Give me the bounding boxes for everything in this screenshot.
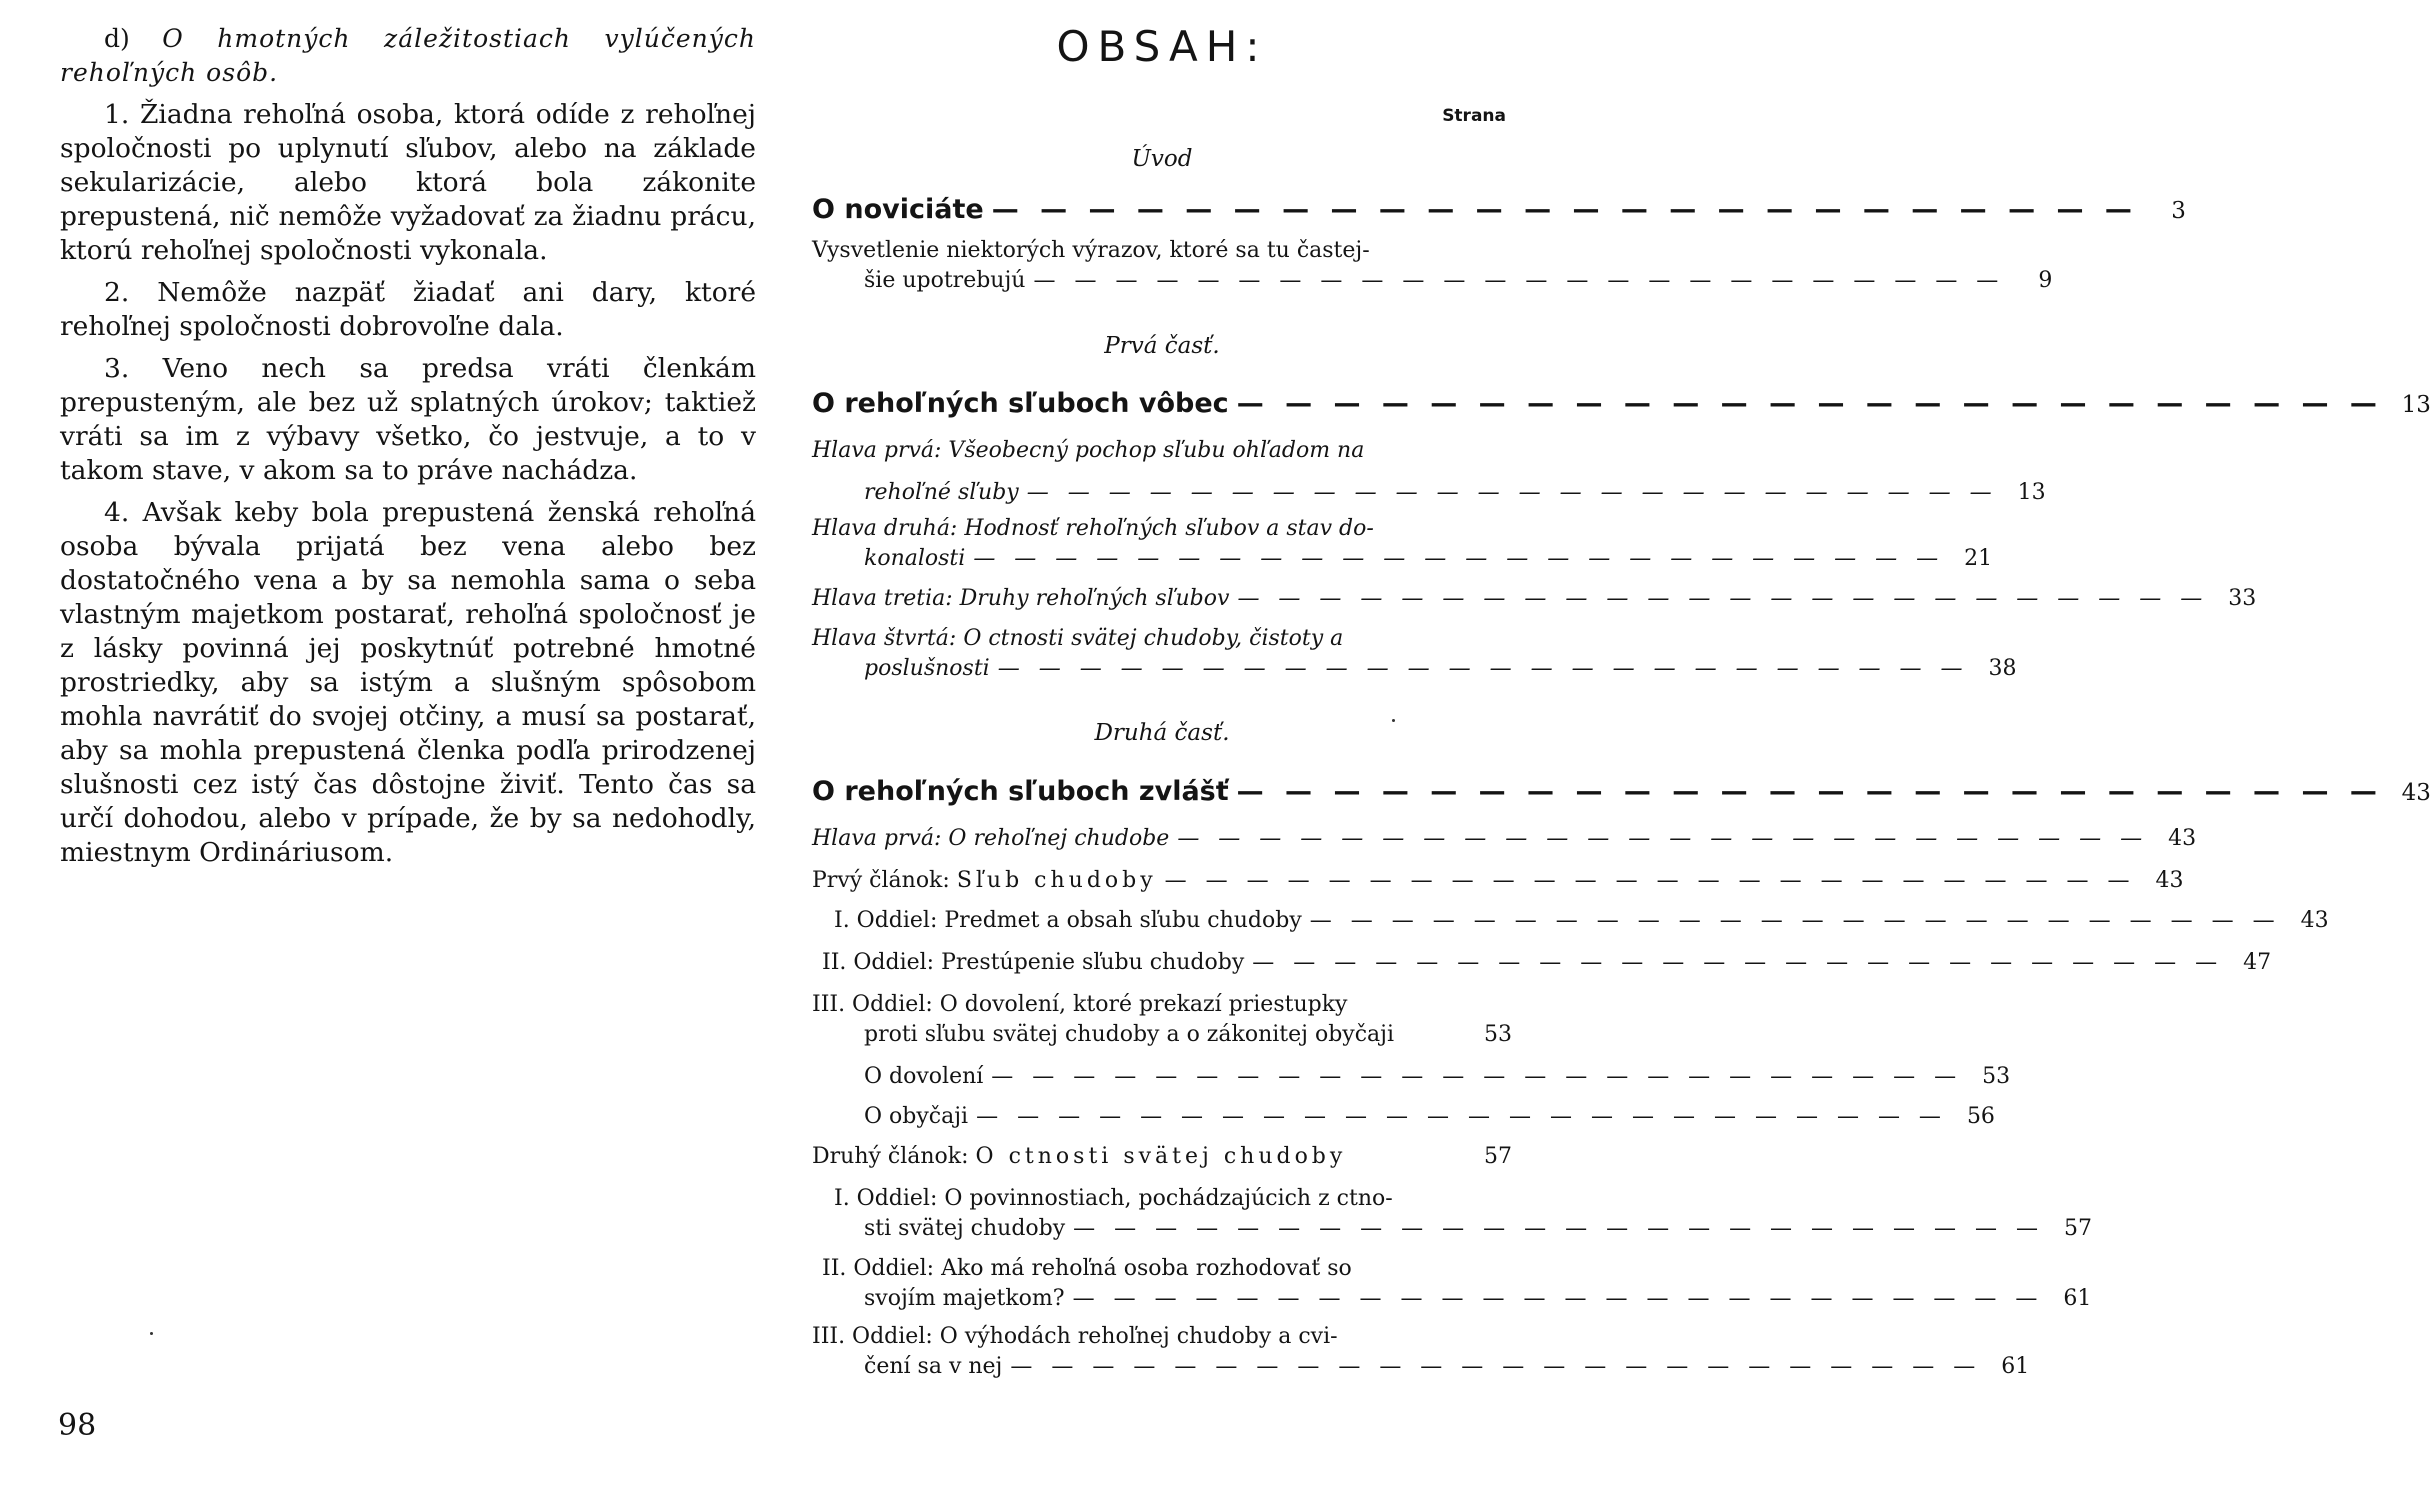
paragraph-3: 3. Veno nech sa predsa vráti členkám prepusteným, ale bez už splatných úrokov; taktiež vráti sa im z výbavy všetko, čo jestvuje, a to v takom stave, v akom sa to práve nachádza. bbox=[60, 353, 756, 486]
paragraph-4: 4. Avšak keby bola prepustená ženská rehoľná osoba bývala prijatá bez vena alebo bez dostatočného vena a by sa nemohla sama o seba vlastným majetkom postarať, rehoľná spoločnosť je z lásky povinná jej poskytnúť potrebné hmotné prostriedky, aby sa istým a slušným spôsobom mohla navrátiť do svojej otčiny, a musí sa postarať, aby sa mohla prepustená členka podľa prirodzenej slušnosti cez istý čas dôstojne živiť. Tento čas sa určí dohodou, alebo v prípade, že by sa nedohodly, miestnym Ordináriusom. bbox=[60, 497, 756, 868]
toc-entry: Hlava prvá: O rehoľnej chudobe — — — — — — — — — — — — — — — — — — — — — — — — 43 bbox=[812, 826, 2197, 851]
toc-entry: O rehoľných sľuboch zvlášť — — — — — — — — — — — — — — — — — — — — — — — — 43 bbox=[812, 776, 2431, 807]
toc-entry: Hlava prvá: Všeobecný pochop sľubu ohľadom na rehoľné sľuby — — — — — — — — — — — — — — — — — — — — — — — — 13 bbox=[812, 438, 2046, 505]
page-number: 98 bbox=[58, 1408, 97, 1443]
page-column-label: Strana bbox=[1442, 106, 1506, 126]
toc-entry: III. Oddiel: O dovolení, ktoré prekazí priestupky proti sľubu svätej chudoby a o zákonitej obyčaji 53 bbox=[812, 992, 1512, 1047]
toc-entry: III. Oddiel: O výhodách rehoľnej chudoby a cvi- čení sa v nej — — — — — — — — — — — — — — — — — — — — — — — — 61 bbox=[812, 1324, 2030, 1379]
section-heading-title: O hmotných záležitostiach vylúčených rehoľných osôb. bbox=[60, 24, 757, 87]
part-heading-prva: Prvá časť. bbox=[1104, 333, 1220, 359]
toc-entry: I. Oddiel: O povinnostiach, pochádzajúcich z ctno- sti svätej chudoby — — — — — — — — — — — — — — — — — — — — — — — — 57 bbox=[834, 1186, 2093, 1241]
toc-entry: Hlava druhá: Hodnosť rehoľných sľubov a stav do- konalosti — — — — — — — — — — — — — — — — — — — — — — — — 21 bbox=[812, 516, 1993, 571]
contents-title: OBSAH: bbox=[1056, 22, 1268, 71]
paragraph-2: 2. Nemôže nazpäť žiadať ani dary, ktoré rehoľnej spoločnosti dobrovoľne dala. bbox=[60, 277, 756, 342]
toc-entry: Prvý článok: Sľub chudoby — — — — — — — — — — — — — — — — — — — — — — — — 43 bbox=[812, 868, 2184, 893]
paragraph-1: 1. Žiadna rehoľná osoba, ktorá odíde z rehoľnej spoločnosti po uplynutí sľubov, alebo na základe sekularizácie, alebo ktorá bola zákonite prepustená, nič nemôže vyžadovať za žiadnu prácu, ktorú rehoľnej spoločnosti vykonala. bbox=[60, 99, 756, 266]
toc-entry: Vysvetlenie niektorých výrazov, ktoré sa tu častej- šie upotrebujú — — — — — — — — — — — — — — — — — — — — — — — — 9 bbox=[812, 238, 2053, 293]
toc-entry: O noviciáte — — — — — — — — — — — — — — — — — — — — — — — — 3 bbox=[812, 194, 2186, 225]
speck bbox=[1392, 719, 1395, 722]
toc-entry: Hlava tretia: Druhy rehoľných sľubov — — — — — — — — — — — — — — — — — — — — — — — — 33 bbox=[812, 586, 2257, 611]
section-heading: d) O hmotných záležitostiach vylúčených rehoľných osôb. bbox=[60, 24, 757, 87]
part-heading-uvod: Úvod bbox=[1131, 146, 1193, 172]
speck bbox=[150, 1332, 153, 1335]
toc-entry: O obyčaji — — — — — — — — — — — — — — — — — — — — — — — — 56 bbox=[864, 1104, 1995, 1129]
toc-entry: O dovolení — — — — — — — — — — — — — — — — — — — — — — — — 53 bbox=[864, 1064, 2011, 1089]
toc-entry: O rehoľných sľuboch vôbec — — — — — — — — — — — — — — — — — — — — — — — — 13 bbox=[812, 388, 2431, 419]
toc-entry: II. Oddiel: Prestúpenie sľubu chudoby — — — — — — — — — — — — — — — — — — — — — — — — 47 bbox=[822, 950, 2272, 975]
toc-entry: I. Oddiel: Predmet a obsah sľubu chudoby — — — — — — — — — — — — — — — — — — — — — — — — 43 bbox=[834, 908, 2329, 933]
toc-entry: Hlava štvrtá: O ctnosti svätej chudoby, čistoty a poslušnosti — — — — — — — — — — — — — — — — — — — — — — — — 38 bbox=[812, 626, 2017, 681]
toc-entry: II. Oddiel: Ako má rehoľná osoba rozhodovať so svojím majetkom? — — — — — — — — — — — — — — — — — — — — — — — — 61 bbox=[822, 1256, 2092, 1311]
left-page-text bbox=[60, 22, 756, 878]
part-heading-druha: Druhá časť. bbox=[1094, 720, 1230, 746]
toc-entry: Druhý článok: O ctnosti svätej chudoby 57 bbox=[812, 1144, 1512, 1169]
